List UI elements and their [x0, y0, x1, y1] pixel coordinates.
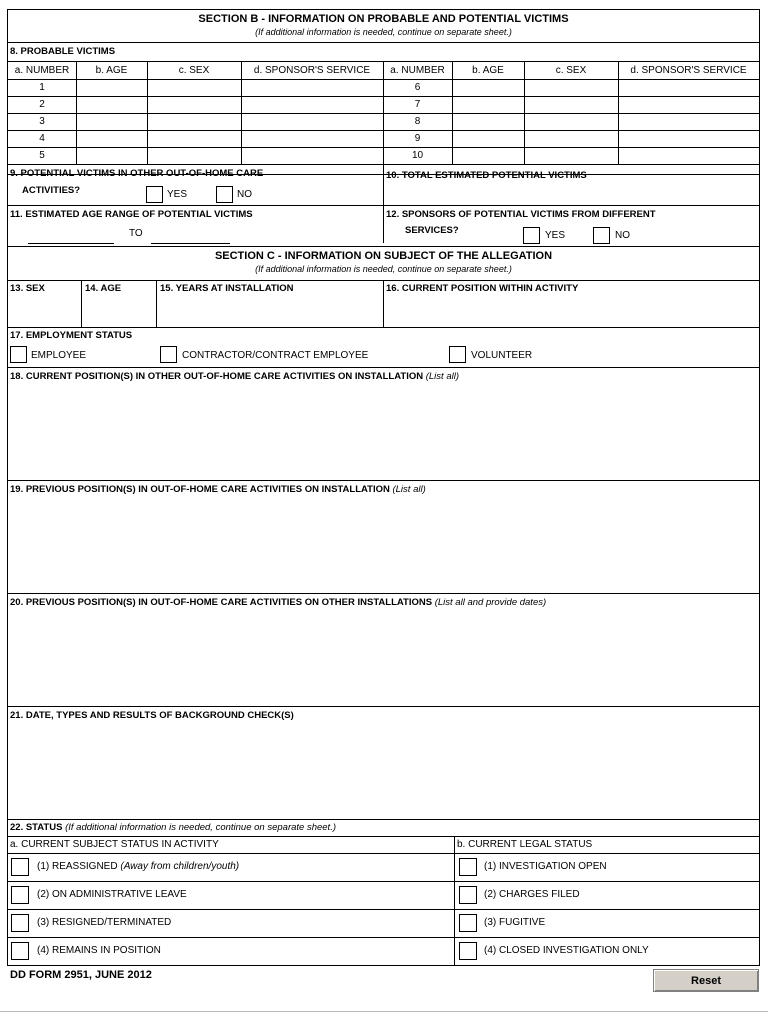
item8-label: 8. PROBABLE VICTIMS	[10, 46, 116, 57]
row-number: 9	[414, 133, 421, 144]
item22b-label: b. CURRENT LEGAL STATUS	[457, 839, 593, 850]
col-header-sex: c. SEX	[178, 65, 210, 76]
row-number: 7	[414, 99, 421, 110]
form-id: DD FORM 2951, JUNE 2012	[10, 969, 152, 981]
col-header-age: b. AGE	[95, 65, 128, 76]
contractor-checkbox[interactable]	[160, 346, 177, 363]
row-number: 8	[414, 116, 421, 127]
section-c-title: SECTION C - INFORMATION ON SUBJECT OF THE ALLEGATION	[214, 250, 553, 262]
item12-yes-checkbox[interactable]	[523, 227, 540, 244]
closed-investigation-label: (4) CLOSED INVESTIGATION ONLY	[484, 945, 649, 956]
row-number: 1	[39, 82, 45, 93]
remains-in-position-checkbox[interactable]	[11, 942, 29, 960]
employee-checkbox[interactable]	[10, 346, 27, 363]
reassigned-note: (Away from children/youth)	[120, 861, 240, 872]
item21-label: 21. DATE, TYPES AND RESULTS OF BACKGROUND CHECK(S)	[10, 710, 294, 721]
item18-note: (List all)	[425, 371, 459, 382]
item9-no-checkbox[interactable]	[216, 186, 233, 203]
item22-note: (If additional information is needed, continue on separate sheet.)	[65, 822, 336, 833]
age-range-to-field[interactable]	[151, 243, 230, 244]
admin-leave-checkbox[interactable]	[11, 886, 29, 904]
age-range-from-field[interactable]	[28, 243, 114, 244]
row-number: 3	[39, 116, 45, 127]
charges-filed-label: (2) CHARGES FILED	[484, 889, 580, 900]
row-number: 5	[39, 150, 45, 161]
fugitive-checkbox[interactable]	[459, 914, 477, 932]
col-header-age: b. AGE	[472, 65, 504, 76]
item11-label: 11. ESTIMATED AGE RANGE OF POTENTIAL VICTIMS	[10, 209, 253, 220]
charges-filed-checkbox[interactable]	[459, 886, 477, 904]
item11-to-label: TO	[129, 228, 143, 239]
investigation-open-checkbox[interactable]	[459, 858, 477, 876]
contractor-label: CONTRACTOR/CONTRACT EMPLOYEE	[182, 350, 369, 361]
item12-yes-label: YES	[545, 230, 566, 241]
col-header-sponsor-service: d. SPONSOR'S SERVICE	[253, 65, 371, 76]
col-header-sponsor-service: d. SPONSOR'S SERVICE	[630, 65, 747, 76]
item20-field[interactable]	[8, 611, 759, 706]
volunteer-checkbox[interactable]	[449, 346, 466, 363]
item19-field[interactable]	[8, 498, 759, 593]
item16-label: 16. CURRENT POSITION WITHIN ACTIVITY	[386, 283, 579, 294]
item18-label: 18. CURRENT POSITION(S) IN OTHER OUT-OF-HOME CARE ACTIVITIES ON INSTALLATION (List all)	[10, 371, 459, 382]
item10-label: 10. TOTAL ESTIMATED POTENTIAL VICTIMS	[386, 170, 587, 181]
item12-label-cont: SERVICES?	[405, 225, 459, 236]
reassigned-label: (1) REASSIGNED (Away from children/youth)	[37, 861, 240, 872]
row-number: 4	[39, 133, 45, 144]
item19-label: 19. PREVIOUS POSITION(S) IN OUT-OF-HOME CARE ACTIVITIES ON INSTALLATION (List all)	[10, 484, 426, 495]
admin-leave-label: (2) ON ADMINISTRATIVE LEAVE	[37, 889, 187, 900]
col-header-number: a. NUMBER	[390, 65, 445, 76]
item12-no-label: NO	[615, 230, 630, 241]
item18-field[interactable]	[8, 385, 759, 480]
item9-label: 9. POTENTIAL VICTIMS IN OTHER OUT-OF-HOME CARE	[10, 168, 264, 179]
item12-label: 12. SPONSORS OF POTENTIAL VICTIMS FROM DIFFERENT	[386, 209, 656, 220]
item9-yes-checkbox[interactable]	[146, 186, 163, 203]
form-page	[7, 9, 760, 966]
section-b-subtitle: (If additional information is needed, continue on separate sheet.)	[255, 27, 512, 37]
employee-label: EMPLOYEE	[31, 350, 87, 361]
remains-in-position-label: (4) REMAINS IN POSITION	[37, 945, 161, 956]
resigned-checkbox[interactable]	[11, 914, 29, 932]
page-divider	[0, 1011, 768, 1012]
section-b-title: SECTION B - INFORMATION ON PROBABLE AND POTENTIAL VICTIMS	[198, 13, 569, 25]
reassigned-checkbox[interactable]	[11, 858, 29, 876]
item9-yes-label: YES	[167, 189, 188, 200]
resigned-label: (3) RESIGNED/TERMINATED	[37, 917, 172, 928]
item12-no-checkbox[interactable]	[593, 227, 610, 244]
item15-label: 15. YEARS AT INSTALLATION	[160, 283, 294, 294]
row-number: 6	[414, 82, 421, 93]
item13-label: 13. SEX	[10, 283, 45, 294]
item22-label: 22. STATUS (If additional information is needed, continue on separate sheet.)	[10, 822, 336, 833]
section-c-subtitle: (If additional information is needed, continue on separate sheet.)	[255, 264, 512, 274]
item20-label: 20. PREVIOUS POSITION(S) IN OUT-OF-HOME CARE ACTIVITIES ON OTHER INSTALLATIONS (List all and provide dates)	[10, 597, 547, 608]
item9-no-label: NO	[237, 189, 252, 200]
fugitive-label: (3) FUGITIVE	[484, 917, 546, 928]
item19-note: (List all)	[392, 484, 426, 495]
row-number: 2	[39, 99, 45, 110]
investigation-open-label: (1) INVESTIGATION OPEN	[484, 861, 607, 872]
item9-label-cont: ACTIVITIES?	[22, 185, 81, 196]
row-number: 10	[411, 150, 424, 161]
item20-note: (List all and provide dates)	[434, 597, 547, 608]
col-header-number: a. NUMBER	[14, 65, 70, 76]
reset-button[interactable]: Reset	[653, 969, 759, 992]
col-header-sex: c. SEX	[555, 65, 587, 76]
closed-investigation-checkbox[interactable]	[459, 942, 477, 960]
volunteer-label: VOLUNTEER	[471, 350, 533, 361]
item21-field[interactable]	[8, 724, 759, 819]
item14-label: 14. AGE	[85, 283, 122, 294]
item17-label: 17. EMPLOYMENT STATUS	[10, 330, 133, 341]
item22a-label: a. CURRENT SUBJECT STATUS IN ACTIVITY	[10, 839, 219, 850]
